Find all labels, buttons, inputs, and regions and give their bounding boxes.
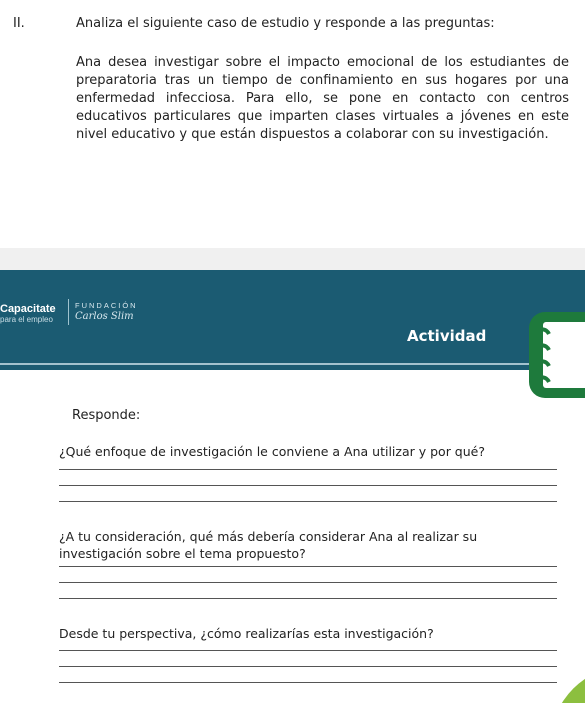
corner-decoration xyxy=(540,655,585,703)
case-study-text: Ana desea investigar sobre el impacto emocional de los estudiantes de preparatoria tras un tiempo de confinamiento en sus hogares por una enfermedad infecciosa. Para ello, se pone en contacto con centros educativos particulares que imparten clases virtuales a jóvenes en este nivel educativo y que están dispuestos a colaborar con su investigación. xyxy=(76,55,569,142)
logo-foundation: FUNDACIÓN xyxy=(75,301,138,310)
answer-line[interactable] xyxy=(59,582,557,583)
section-numeral: II. xyxy=(13,16,25,31)
answer-line[interactable] xyxy=(59,566,557,567)
answer-line[interactable] xyxy=(59,650,557,651)
logo-signature: Carlos Slim xyxy=(75,311,134,322)
question-1: ¿Qué enfoque de investigación le conviene a Ana utilizar y por qué? xyxy=(59,444,485,459)
page-gap xyxy=(0,248,585,270)
logo-tagline: para el empleo xyxy=(0,315,53,324)
section-instruction: Analiza el siguiente caso de estudio y responde a las preguntas: xyxy=(76,16,495,31)
question-2: ¿A tu consideración, qué más debería considerar Ana al realizar su investigación sobre el tema propuesto? xyxy=(59,529,478,561)
answer-line[interactable] xyxy=(59,501,557,502)
question-3: Desde tu perspectiva, ¿cómo realizarías esta investigación? xyxy=(59,626,434,641)
logo-divider xyxy=(68,299,69,325)
logo-capacitate: Capacitate xyxy=(0,303,56,315)
activity-title: Actividad xyxy=(407,327,487,345)
answer-line[interactable] xyxy=(59,469,557,470)
answer-line[interactable] xyxy=(59,682,557,683)
banner-underline xyxy=(0,363,540,365)
respond-label: Responde: xyxy=(72,408,141,423)
case-study-section xyxy=(0,0,585,248)
answer-line[interactable] xyxy=(59,666,557,667)
answer-line[interactable] xyxy=(59,485,557,486)
notebook-icon xyxy=(529,312,585,398)
answer-line[interactable] xyxy=(59,598,557,599)
